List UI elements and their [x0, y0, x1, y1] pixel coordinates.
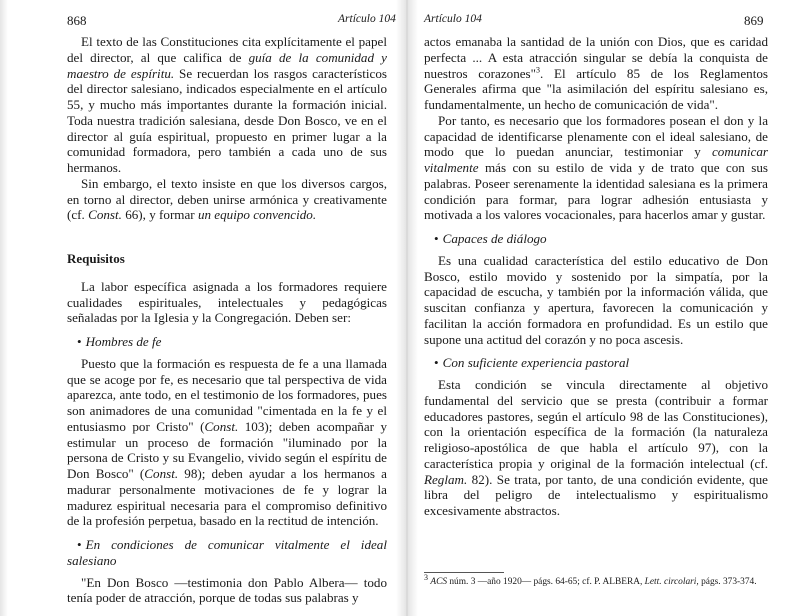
right-paragraph-2: Por tanto, es necesario que los formadores posean el don y la capacidad de identificarse plenamente con el ideal salesiano, de modo que lo puedan anunciar, testimoniar y comunicar vitalmente más con su estilo de vida y de trato que con sus palabras. Poseer serenamente la identidad salesiana es la primera condición para formar, para lograr adhesión entusiasta y motivada a los valores vocacionales, para hacerlos amar y gustar.: [424, 112, 768, 223]
left-paragraph-2: Sin embargo, el texto insiste en que los diversos cargos, en torno al director, deben unirse armónica y creativamente (cf. Const. 66), y formar un equipo convencido.: [67, 175, 387, 223]
right-folio: 869: [744, 13, 764, 28]
footnote-rule: [424, 572, 504, 573]
footnote-reference: 3: [536, 65, 540, 75]
bullet-dot: •: [434, 231, 439, 246]
left-folio: 868: [67, 13, 87, 28]
bullet-dot: •: [77, 537, 82, 552]
right-paragraph-3: Es una cualidad característica del estilo educativo de Don Bosco, estilo movido y sostenido por la simpatía, por la capacidad de escucha, y también por la información válida, que suscitan confianza y apertura, favorecen la comunicación y facilitan la acción formadora en profundidad. Es un estilo que supone una actitud del corazón y no poca ascesis.: [424, 252, 768, 347]
right-paragraph-1: actos emanaba la santidad de la unión con Dios, que es caridad perfecta ... A esta atracción singular se debía la conquista de nuestros corazones"$^3$. El artículo 85 de los Reglamentos Generales afirma que "la asimilación del espíritu salesiano es, fundamentalmente, un hecho de comunicación de vida".: [424, 34, 768, 112]
right-page: [410, 0, 809, 616]
bullet-heading-4: • Con suficiente experiencia pastoral: [434, 355, 630, 371]
bullet-heading-3: • Capaces de diálogo: [434, 231, 547, 246]
section-heading: Requisitos: [67, 251, 125, 266]
left-running-title: Artículo 104: [338, 13, 396, 25]
right-paragraph-4: Esta condición se vincula directamente al objetivo fundamental del servicio que se presta (contribuir a formar educadores pastores, según el artículo 98 de las Constituciones), con la orientación específica de la formación (la naturaleza religioso-apostólica de que habla el artículo 97), con la característica propia y original de la formación intelectual (cf. Reglam. 82). Se trata, por tanto, de una condición evidente, que libra del peligro de intelectualismo y espiritualismo excesivamente abstractos.: [424, 377, 768, 518]
right-running-title: Artículo 104: [424, 13, 482, 25]
left-body-text: [67, 34, 387, 606]
left-paragraph-3: La labor específica asignada a los formadores requiere cualidades espirituales, intelectuales y pedagógicas señaladas por la Iglesia y la Congregación. Deben ser:: [67, 278, 387, 326]
left-paragraph-5: "En Don Bosco —testimonia don Pablo Albera— todo tenía poder de atracción, porque de todas sus palabras y: [67, 574, 387, 606]
left-paragraph-1: El texto de las Constituciones cita explícitamente el papel del director, al que califica de guía de la comunidad y maestro de espíritu. Se recuerdan los rasgos característicos del director salesiano, indicados especialmente en el artículo 55, y mucho más importantes durante la formación inicial. Toda nuestra tradición salesiana, desde Don Bosco, ve en el director al guía espiritual, propuesto en primer lugar a la comunidad formadora, pero también a cada uno de sus hermanos.: [67, 34, 387, 175]
footnote-text: $^3$ ACS núm. 3 —año 1920— págs. 64-65; cf. P. ALBERA, Lett. circolari, págs. 373-374.: [424, 572, 757, 587]
footnote: [424, 572, 768, 588]
bullet-heading-1: • Hombres de fe: [77, 334, 162, 349]
bullet-dot: •: [434, 355, 439, 371]
right-body-text: [424, 34, 768, 519]
bullet-dot: •: [77, 334, 82, 349]
bullet-heading-2: • En condiciones de comunicar vitalmente el ideal salesiano: [67, 537, 387, 568]
left-page: [0, 0, 404, 616]
spacer: [67, 223, 387, 235]
left-paragraph-4: Puesto que la formación es respuesta de fe a una llamada que se acoge por fe, es necesario que tal perspectiva de vida aparezca, ante todo, en el testimonio de los formadores, pues son animadores de una comunidad "cimentada en la fe y el entusiasmo por Cristo" (Const. 103); deben acompañar y estimular un proceso de formación "iluminado por la persona de Cristo y su Evangelio, vivido según el espíritu de Don Bosco" (Const. 98); deben ayudar a los hermanos a madurar personalmente motivaciones de fe y lograr la madurez espiritual necesaria para el compromiso definitivo de la profesión perpetua, basado en la rectitud de intención.: [67, 355, 387, 529]
